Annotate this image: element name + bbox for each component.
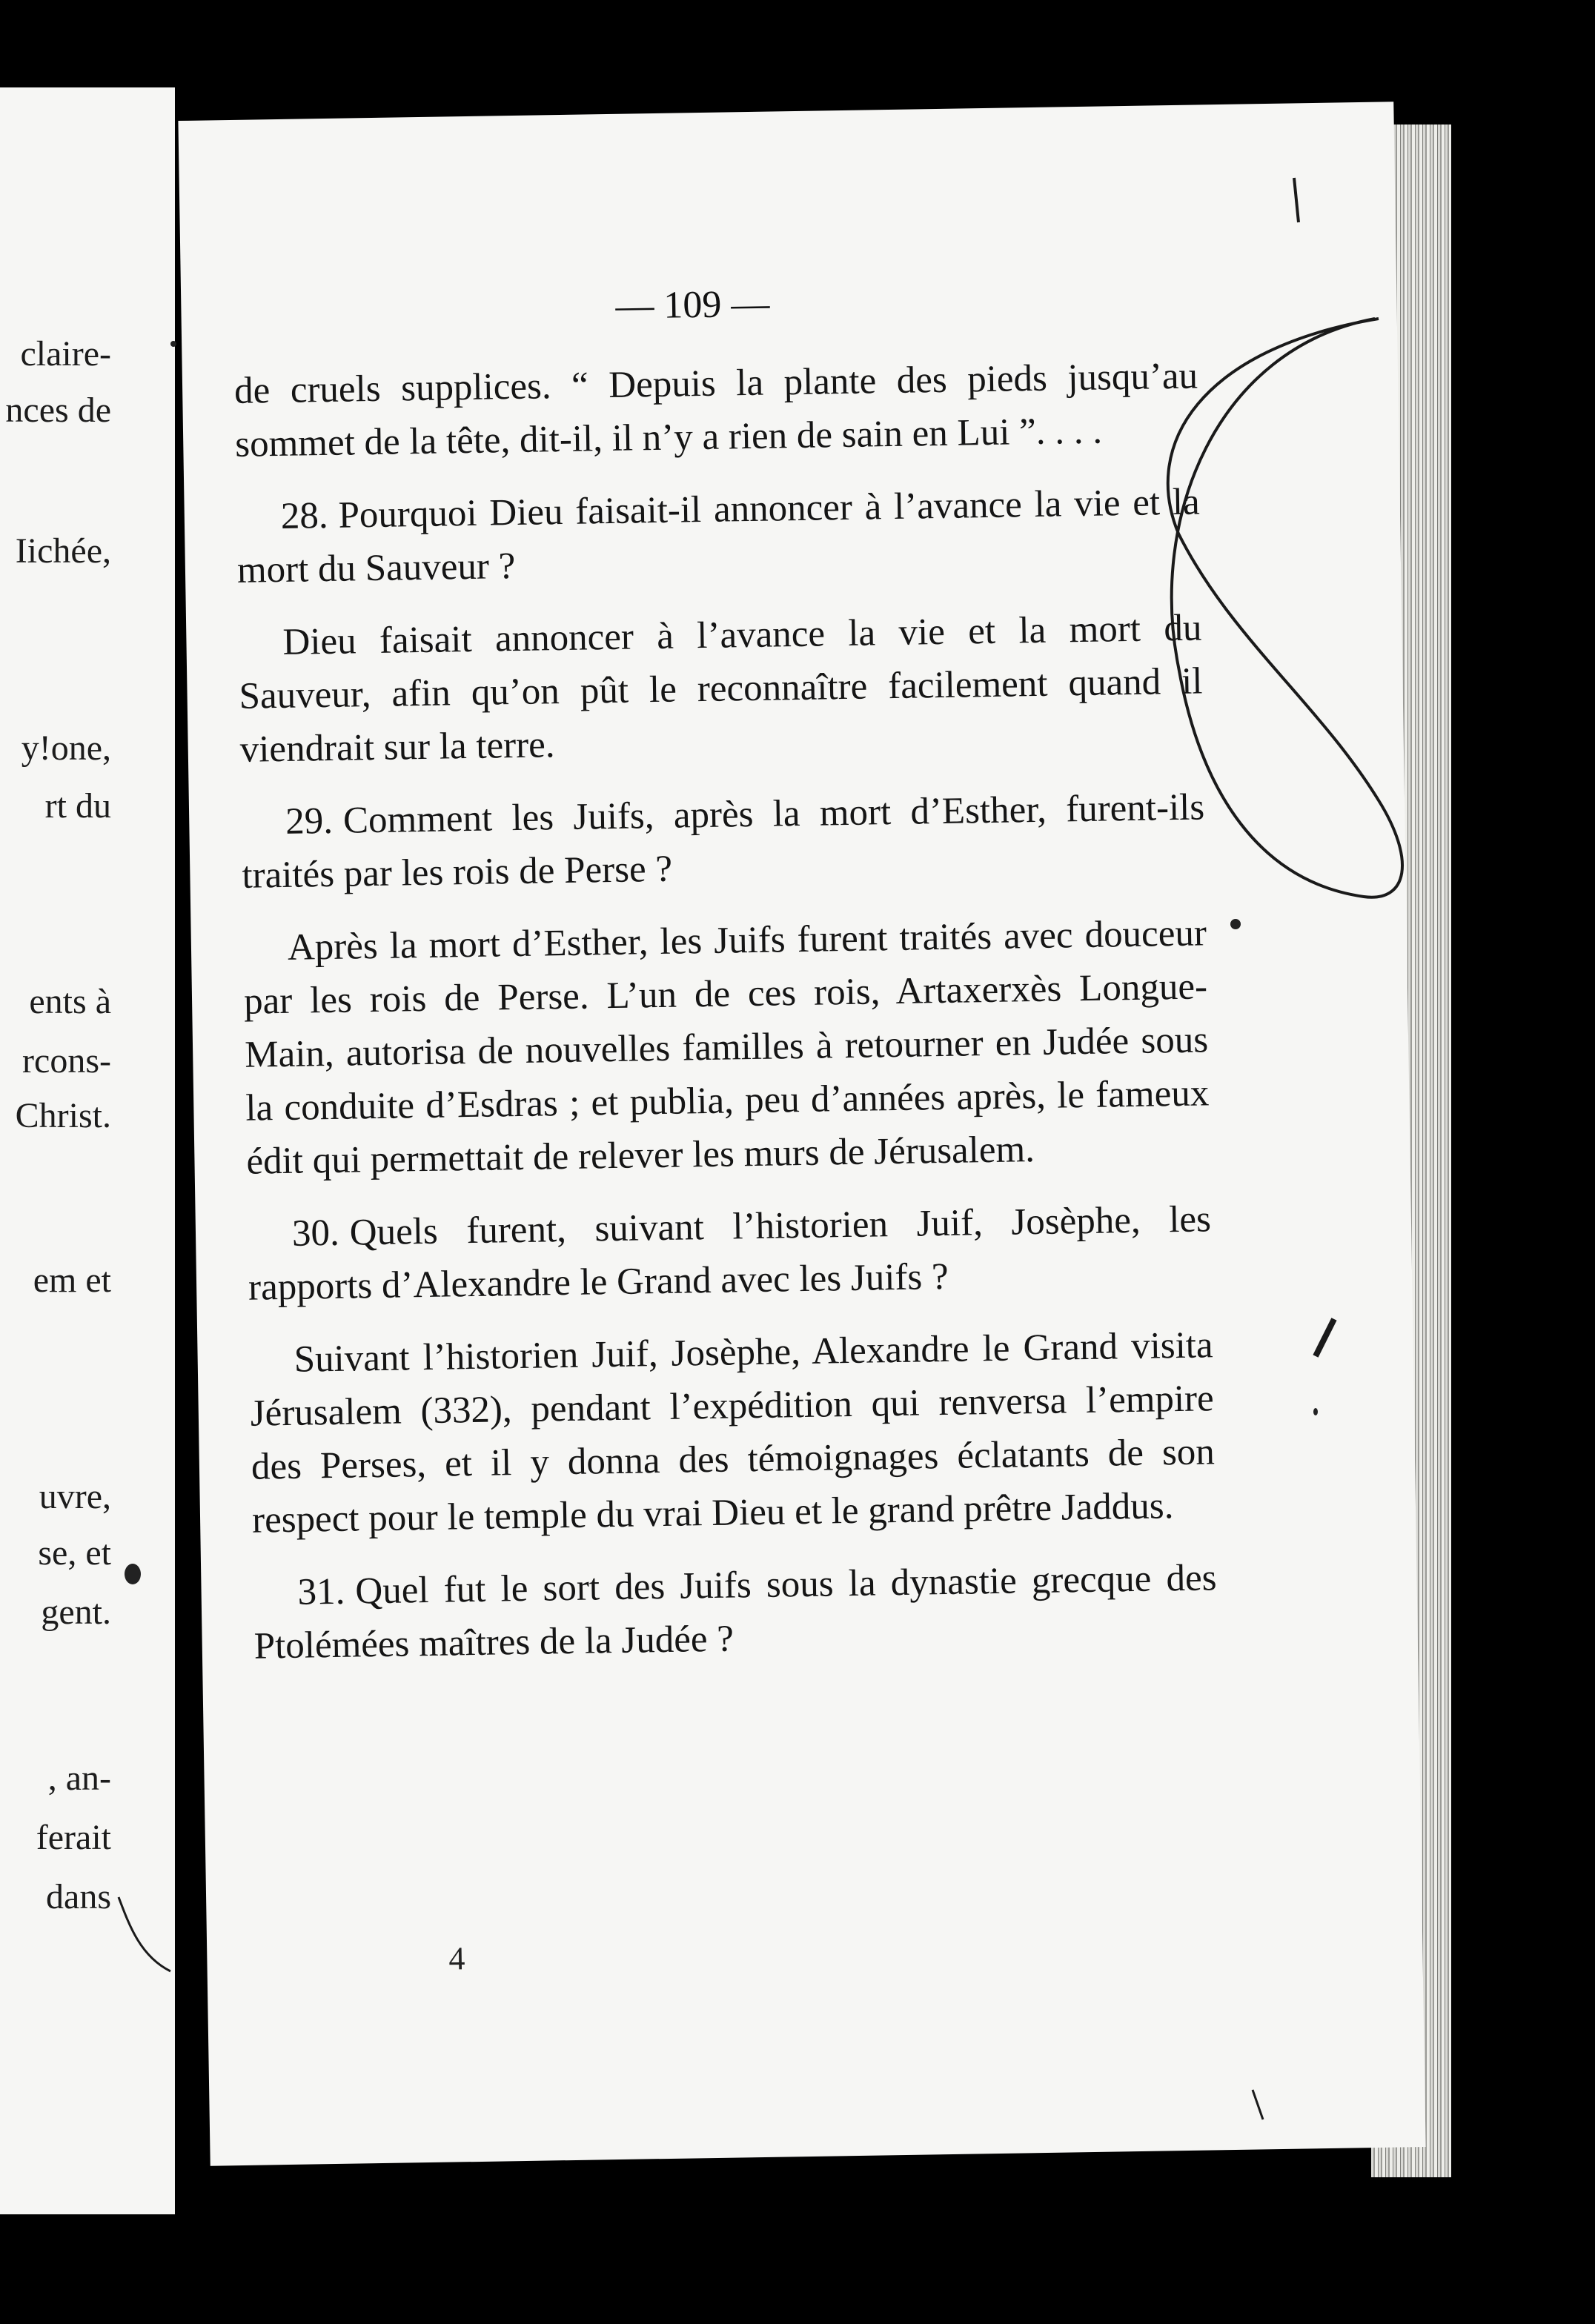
left-page-line: gent. [41, 1593, 111, 1632]
question-number: 31. [297, 1570, 345, 1613]
question-paragraph [236, 475, 1201, 597]
left-page-line: nces de [5, 391, 111, 430]
catchword: 4 [448, 1940, 465, 1977]
continuation-paragraph [234, 349, 1199, 471]
left-page [0, 87, 175, 2214]
left-page-line: y!one, [21, 728, 111, 768]
left-page-line: claire- [20, 334, 111, 374]
left-page-line: ents à [29, 982, 111, 1021]
question-paragraph [247, 1192, 1212, 1314]
answer-paragraph [238, 601, 1204, 776]
question-number: 28. [280, 494, 329, 537]
answer-paragraph [242, 906, 1210, 1188]
left-page-line: rcons- [22, 1041, 111, 1080]
left-page-line: Iichée, [15, 531, 111, 571]
page-body [234, 349, 1218, 1673]
left-page-line: se, et [38, 1533, 111, 1573]
question-number: 29. [285, 800, 334, 843]
question-paragraph [253, 1551, 1218, 1673]
ink-speck [170, 341, 176, 347]
ink-speck [1313, 1408, 1318, 1415]
left-page-line: rt du [44, 786, 111, 826]
left-page-line: ferait [36, 1818, 111, 1857]
left-page-line: Christ. [15, 1096, 111, 1135]
paragraph-text: Dieu faisait annoncer à l’avance la vie et la mort du Sauveur, afin qu’on pût le reconnaître facilement quand il viendrait sur la terre. [239, 607, 1203, 771]
ink-speck [125, 1564, 141, 1584]
right-page [178, 102, 1425, 2165]
paragraph-text: Comment les Juifs, après la mort d’Esther, furent-ils traités par les rois de Perse ? [241, 786, 1205, 897]
paragraph-text: Suivant l’historien Juif, Josèphe, Alexandre le Grand visita Jérusalem (332), pendant l’expédition qui renversa l’empire des Perses, et il y donna des témoignages éclatants de son respect pour le temple du vrai Dieu et le grand prêtre Jaddus. [250, 1324, 1216, 1541]
paragraph-text: de cruels supplices. “ Depuis la plante des pieds jusqu’au sommet de la tête, dit-il, il n’y a rien de sain en Lui ”. . . . [233, 355, 1198, 465]
question-paragraph [241, 780, 1206, 902]
left-page-line: dans [46, 1877, 111, 1916]
left-page-line: , an- [47, 1759, 111, 1798]
left-page-line: em et [33, 1261, 111, 1300]
page-number: — 109 — [614, 282, 770, 328]
ink-speck [1230, 919, 1241, 929]
left-page-line: uvre, [39, 1477, 111, 1516]
paragraph-text: Quel fut le sort des Juifs sous la dynastie grecque des Ptolémées maîtres de la Judée ? [253, 1557, 1217, 1667]
paragraph-text: Quels furent, suivant l’historien Juif, Josèphe, les rapports d’Alexandre le Grand avec les Juifs ? [248, 1198, 1212, 1309]
answer-paragraph [249, 1318, 1216, 1547]
question-number: 30. [291, 1212, 340, 1255]
paragraph-text: Après la mort d’Esther, les Juifs furent traités avec douceur par les rois de Perse. L’un de ces rois, Artaxerxès Longue-Main, autorisa de nouvelles familles à retourner en Judée sous la conduite d’Esdras ; et publia, peu d’années après, le fameux édit qui permettait de relever les murs de Jérusalem. [243, 912, 1210, 1183]
paragraph-text: Pourquoi Dieu faisait-il annoncer à l’avance la vie et la mort du Sauveur ? [236, 481, 1201, 591]
